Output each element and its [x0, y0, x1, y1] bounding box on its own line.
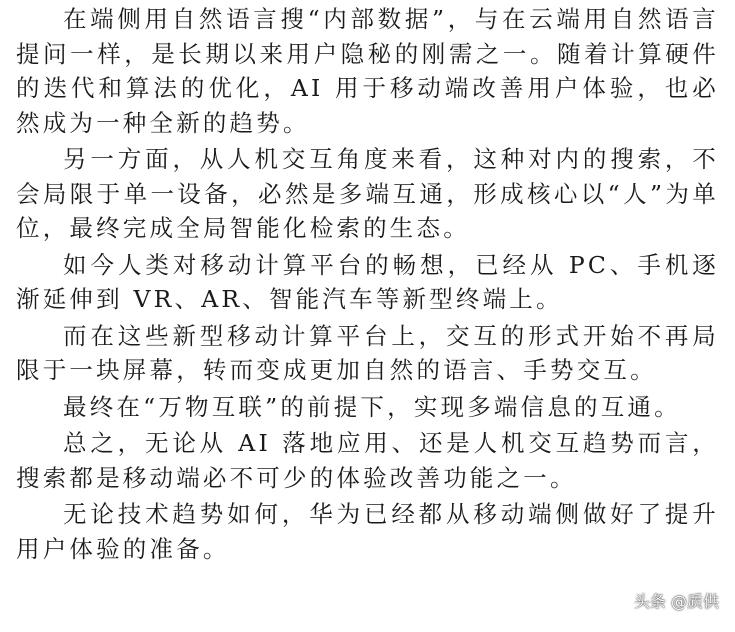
paragraph-7: 无论技术趋势如何，华为已经都从移动端侧做好了提升用户体验的准备。	[16, 500, 719, 563]
paragraph-1: 在端侧用自然语言搜“内部数据”，与在云端用自然语言提问一样，是长期以来用户隐秘的刚需之一。随着计算硬件的迭代和算法的优化，AI 用于移动端改善用户体验，也必然成为一种全新的趋势。	[16, 5, 719, 137]
paragraph-3: 如今人类对移动计算平台的畅想，已经从 PC、手机逐渐延伸到 VR、AR、智能汽车等新型终端上。	[16, 250, 719, 313]
watermark: 头条 @质供	[633, 592, 719, 611]
paragraph-2: 另一方面，从人机交互角度来看，这种对内的搜索，不会局限于单一设备，必然是多端互通，形成核心以“人”为单位，最终完成全局智能化检索的生态。	[16, 145, 719, 242]
paragraph-6: 总之，无论从 AI 落地应用、还是人机交互趋势而言，搜索都是移动端必不可少的体验改善功能之一。	[16, 429, 719, 492]
paragraph-5: 最终在“万物互联”的前提下，实现多端信息的互通。	[63, 392, 681, 421]
paragraph-4: 而在这些新型移动计算平台上，交互的形式开始不再局限于一块屏幕，转而变成更加自然的语言、手势交互。	[16, 321, 719, 384]
